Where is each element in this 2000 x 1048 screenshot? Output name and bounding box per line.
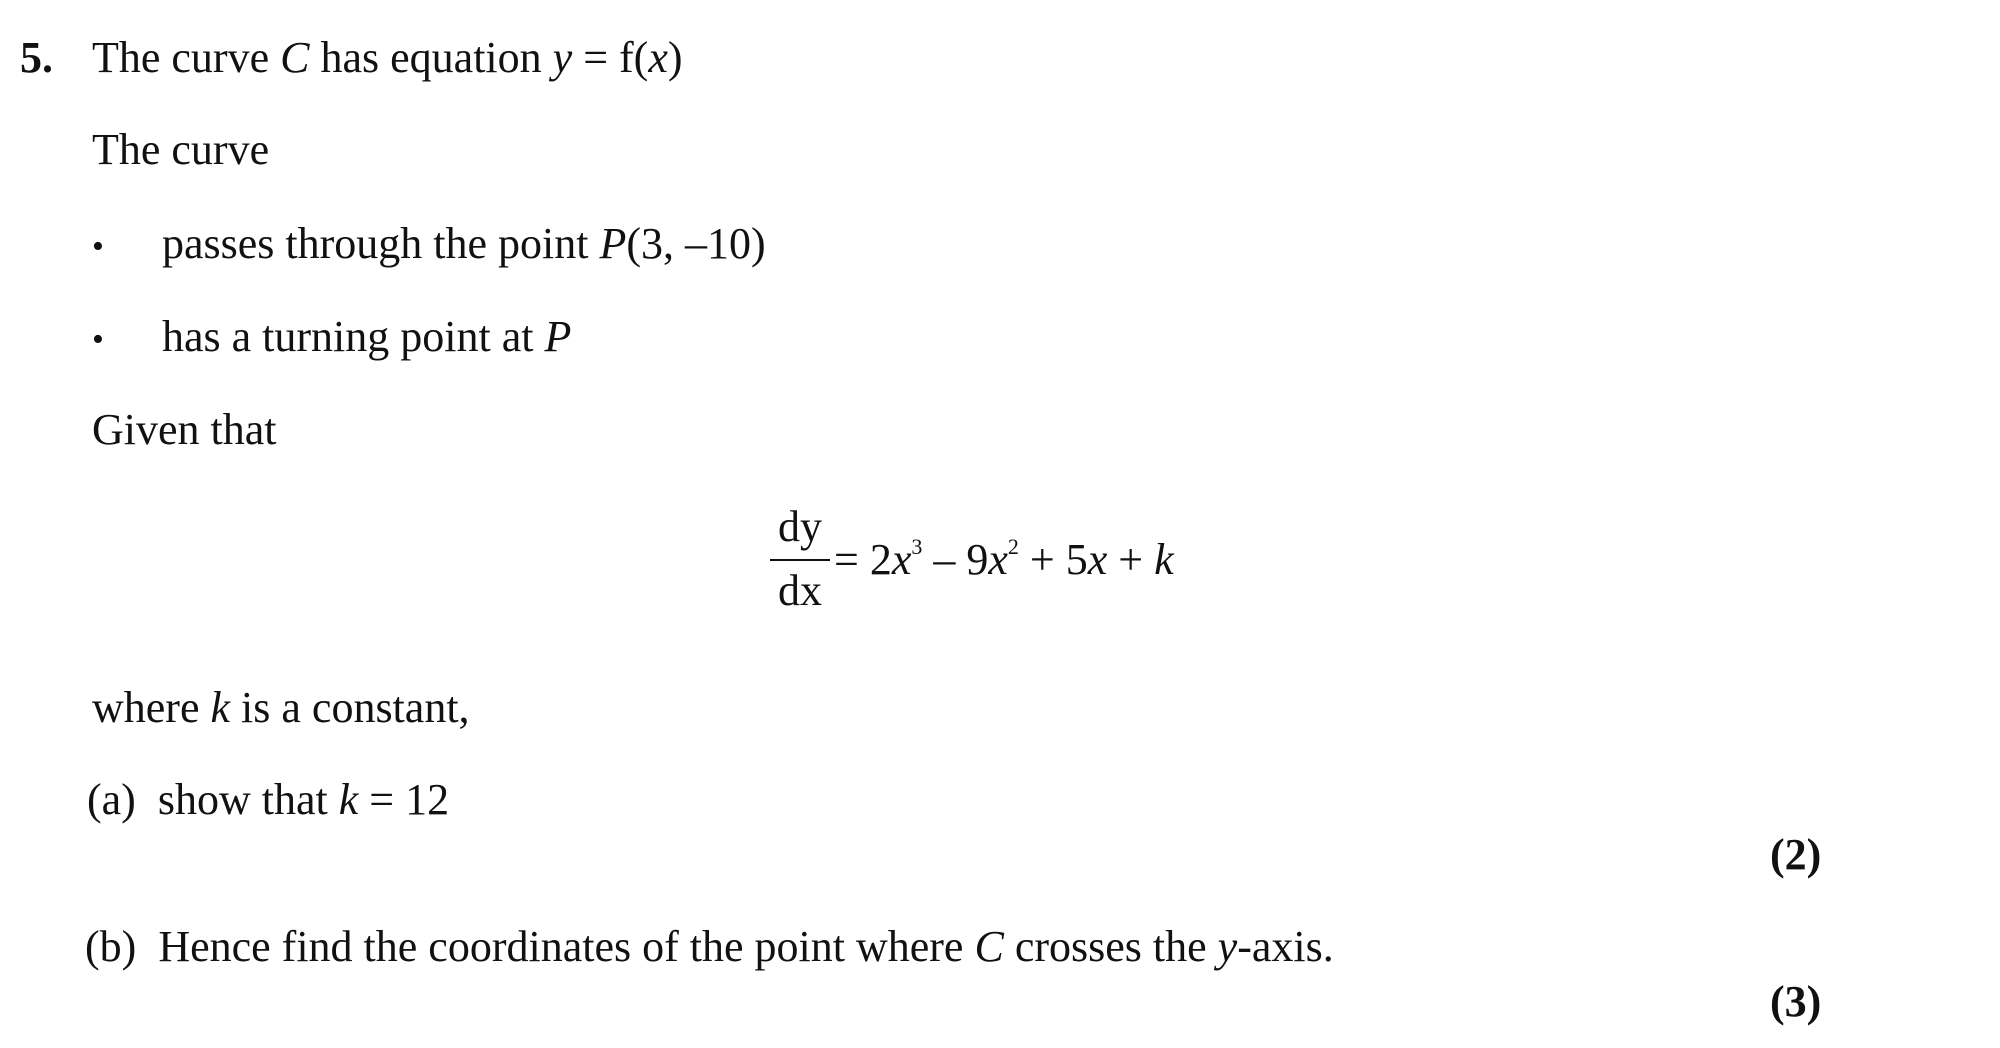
rhs-exp2: 2: [1007, 534, 1019, 559]
part-b-axis-var: y: [1217, 922, 1238, 971]
intro-prefix: The curve: [92, 33, 281, 82]
bullet-1: •: [92, 228, 104, 265]
part-b-prefix: Hence find the coordinates of the point where: [158, 922, 975, 971]
derivative-fraction: [770, 502, 830, 615]
where-k: k: [210, 683, 231, 732]
bullet-2-text: [162, 312, 572, 361]
curve-name: C: [280, 33, 310, 82]
point-p: P: [599, 219, 627, 268]
rhs-x1: x: [891, 535, 912, 584]
part-b-label: (b): [85, 922, 137, 971]
rhs-x2: x: [988, 535, 1008, 584]
the-curve-text: The curve: [92, 125, 270, 174]
rhs-d: +: [1107, 535, 1155, 584]
bullet-2-prefix: has a turning point at: [162, 312, 545, 361]
rhs-exp1: 3: [911, 534, 923, 559]
part-a-marks: (2): [1770, 830, 1822, 879]
point-p-2: P: [544, 312, 572, 361]
eq-x: x: [648, 33, 668, 82]
derivative-rhs: [834, 534, 1174, 584]
question-intro: [92, 33, 683, 82]
rhs-k: k: [1154, 535, 1174, 584]
bullet-2: •: [92, 321, 104, 358]
eq-y: y: [552, 33, 573, 82]
rhs-x3: x: [1087, 535, 1108, 584]
rhs-a: = 2: [834, 535, 892, 584]
part-b: [85, 922, 1334, 971]
bullet-1-prefix: passes through the point: [162, 219, 600, 268]
bullet-1-text: [162, 219, 766, 268]
part-b-mid: crosses the: [1003, 922, 1218, 971]
where-suffix: is a constant,: [230, 683, 470, 732]
part-a-value: = 12: [358, 775, 450, 824]
eq-close: ): [667, 33, 683, 82]
part-a-k: k: [338, 775, 359, 824]
point-coords: (3, –10): [626, 219, 766, 268]
given-that-text: Given that: [92, 405, 277, 454]
question-number: 5.: [20, 33, 53, 82]
intro-mid: has equation: [309, 33, 553, 82]
part-a-label: (a): [87, 775, 136, 824]
fraction-denominator: dx: [778, 566, 822, 615]
rhs-b: – 9: [922, 535, 989, 584]
part-a-text: show that: [157, 775, 339, 824]
part-b-suffix: -axis.: [1237, 922, 1334, 971]
rhs-c: + 5: [1018, 535, 1088, 584]
part-b-marks: (3): [1770, 977, 1822, 1026]
part-b-curve: C: [974, 922, 1004, 971]
fraction-numerator: dy: [778, 502, 822, 551]
fraction-bar: [770, 559, 830, 561]
where-prefix: where: [92, 683, 211, 732]
where-k-text: [92, 683, 470, 732]
eq-equals-f: = f(: [572, 33, 649, 82]
part-a: [87, 775, 450, 824]
